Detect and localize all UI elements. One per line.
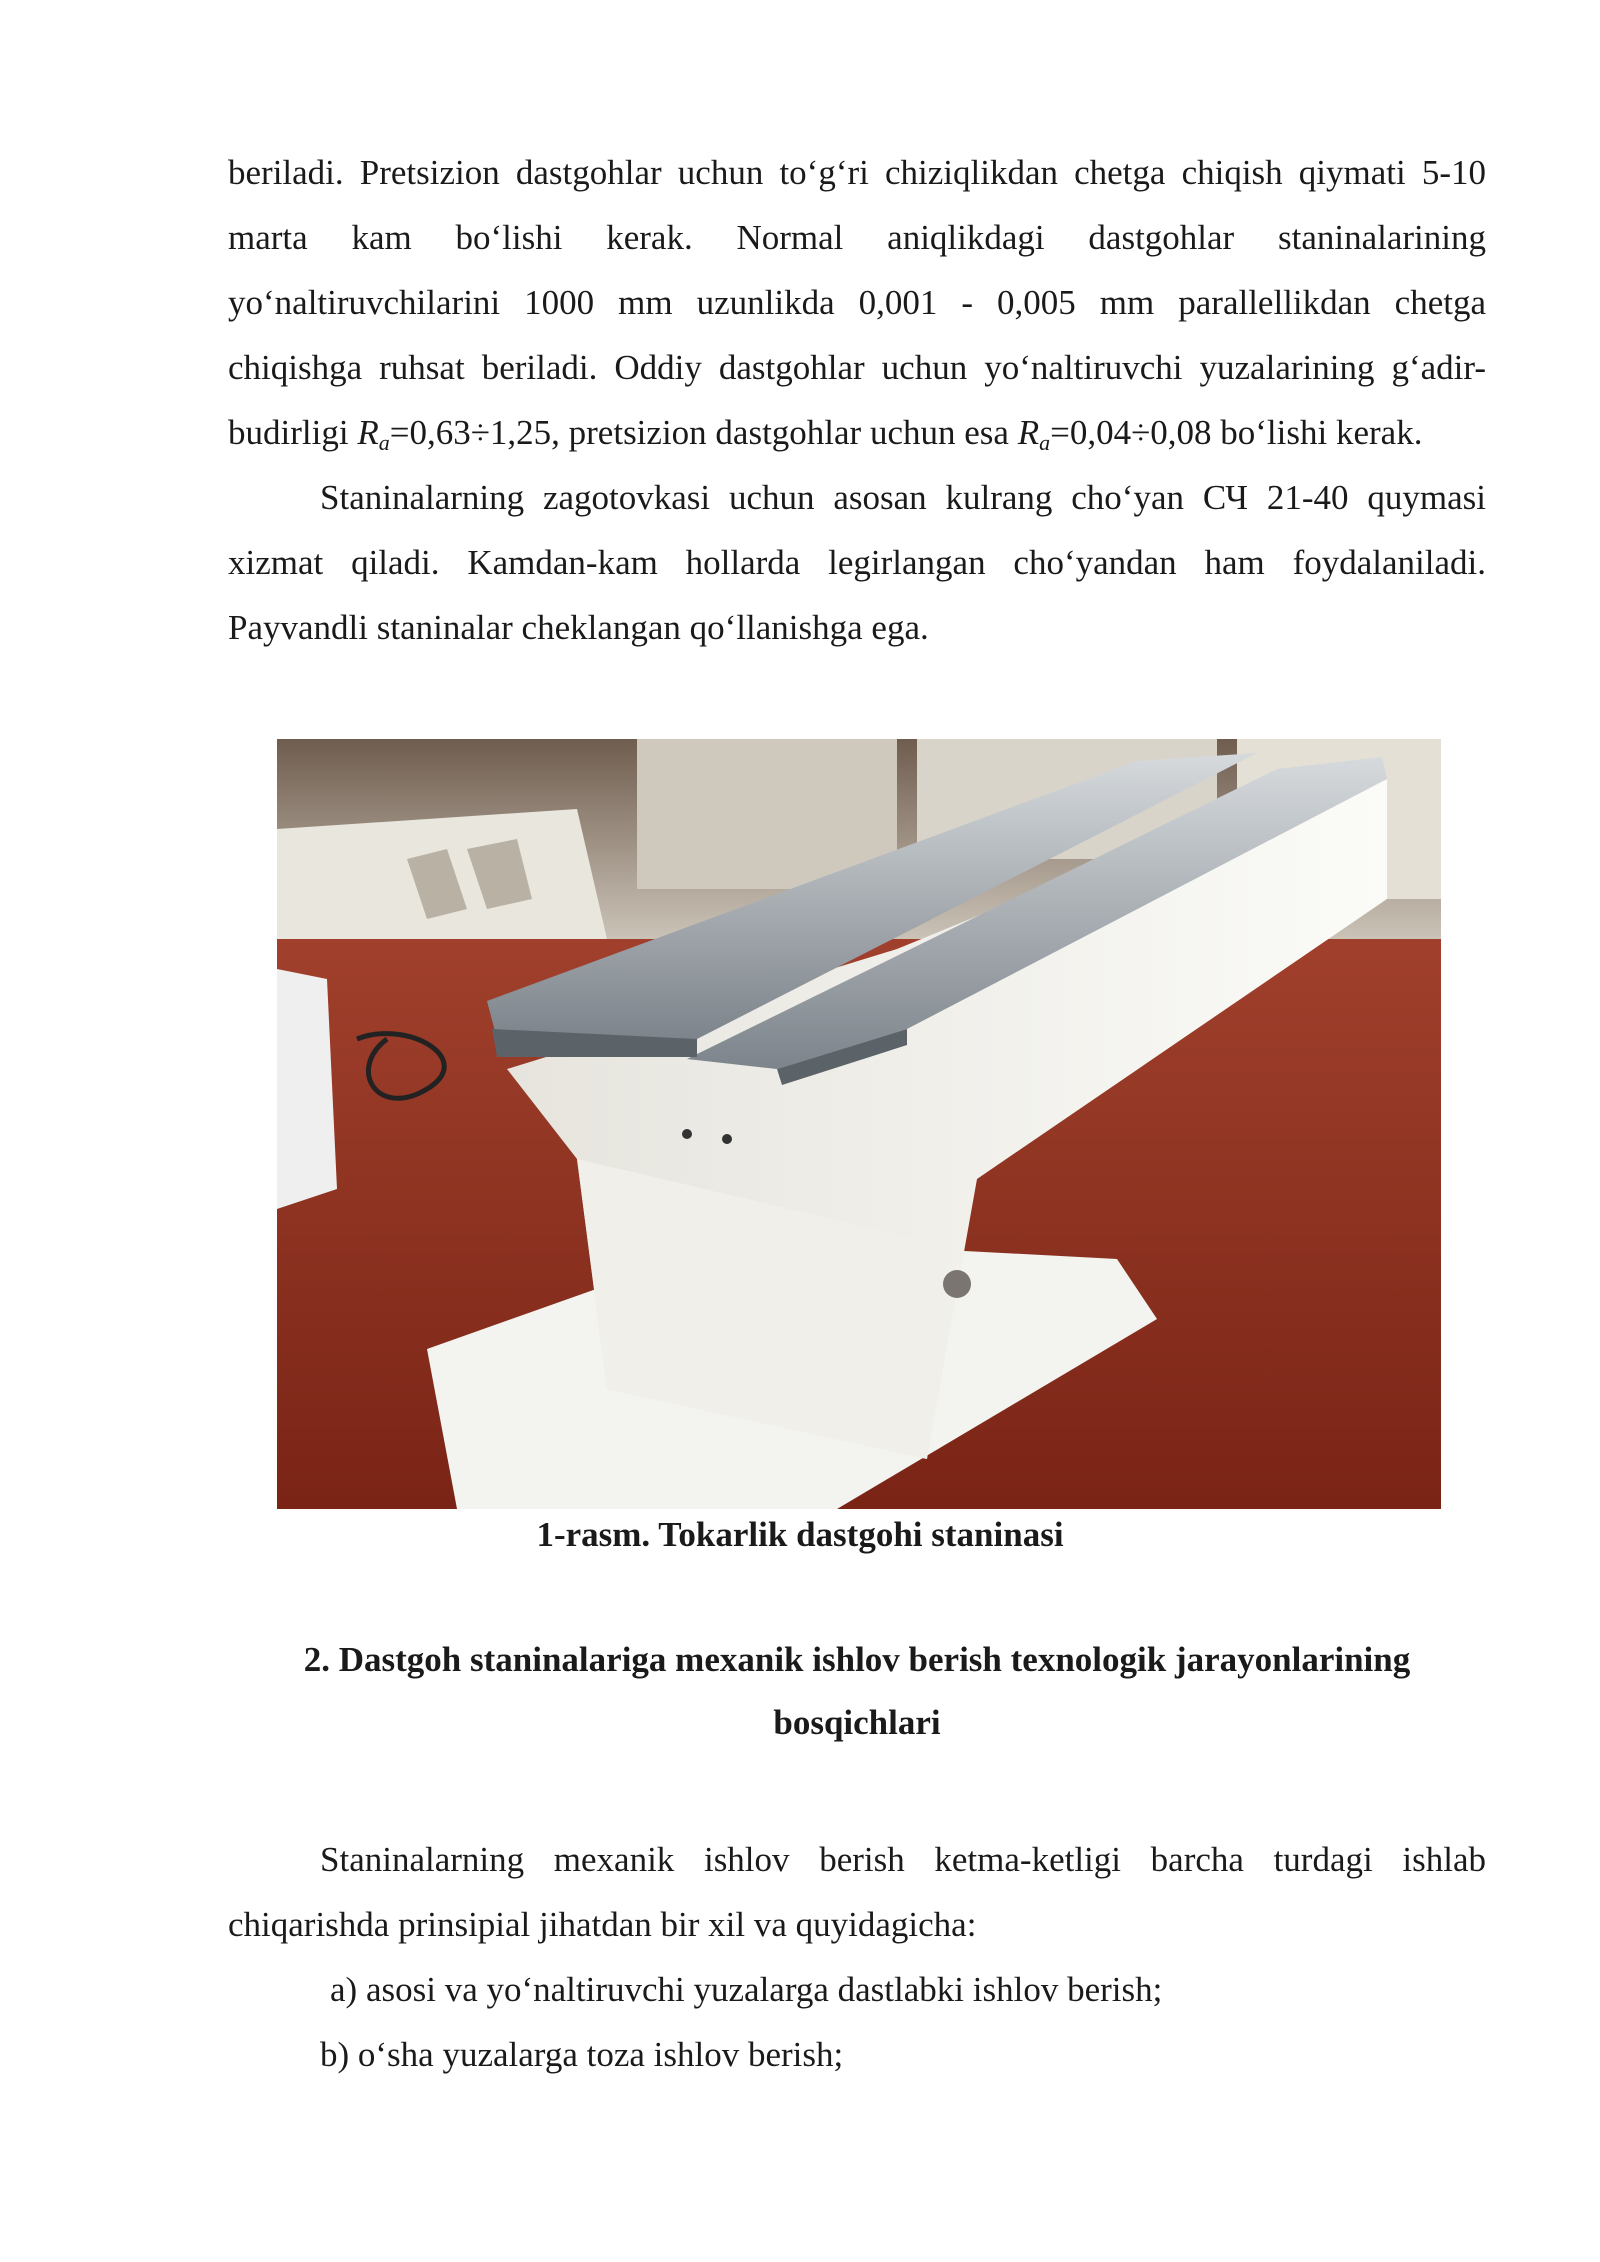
ra-subscript-2: a	[1039, 430, 1051, 455]
ra-range-2: =0,04÷0,08 bo‘lishi kerak.	[1050, 413, 1423, 452]
paragraph-tolerances	[228, 140, 1486, 465]
ra-range-1: =0,63÷1,25, pretsizion dastgohlar uchun esa	[389, 413, 1018, 452]
paragraph-sequence: Staninalarning mexanik ishlov berish ketma-ketligi barcha turdagi ishlab chiqarishda prinsipial jihatdan bir xil va quyidagicha:	[228, 1840, 1486, 1944]
list-item-a: a) asosi va yo‘naltiruvchi yuzalarga dastlabki ishlov berish;	[330, 1970, 1163, 2009]
figure-caption: 1-rasm. Tokarlik dastgohi staninasi	[536, 1515, 1064, 1554]
paragraph-material: Staninalarning zagotovkasi uchun asosan kulrang cho‘yan СЧ 21-40 quymasi xizmat qiladi. Kamdan-kam hollarda legirlangan cho‘yandan ham foydalaniladi. Payvandli staninalar cheklangan qo‘llanishga ega.	[228, 478, 1486, 647]
lathe-bed-photo	[277, 739, 1441, 1509]
lathe-bed-illustration	[277, 739, 1441, 1509]
ra-symbol-2: R	[1017, 413, 1040, 452]
text-section-top	[228, 140, 1486, 660]
list-item-b: b) o‘sha yuzalarga toza ishlov berish;	[320, 2035, 844, 2074]
ra-symbol: R	[357, 413, 379, 452]
section-heading: 2. Dastgoh staninalariga mexanik ishlov berish texnologik jarayonlarining bosqichlari	[303, 1640, 1411, 1742]
paragraph-tolerances-text: beriladi. Pretsizion dastgohlar uchun to‘g‘ri chiziqlikdan chetga chiqish qiymati 5-10 marta kam bo‘lishi kerak. Normal aniqlikdagi dastgohlar staninalarining yo‘naltiruvchilarini 1000 mm uzunlikda 0,001 - 0,005 mm parallellikdan chetga chiqishga ruhsat beriladi. Oddiy dastgohlar uchun yo‘naltiruvchi yuzalarining g‘adir-budirligi	[228, 153, 1486, 452]
ra-subscript: a	[378, 430, 390, 455]
text-section-bottom	[228, 1827, 1486, 2087]
